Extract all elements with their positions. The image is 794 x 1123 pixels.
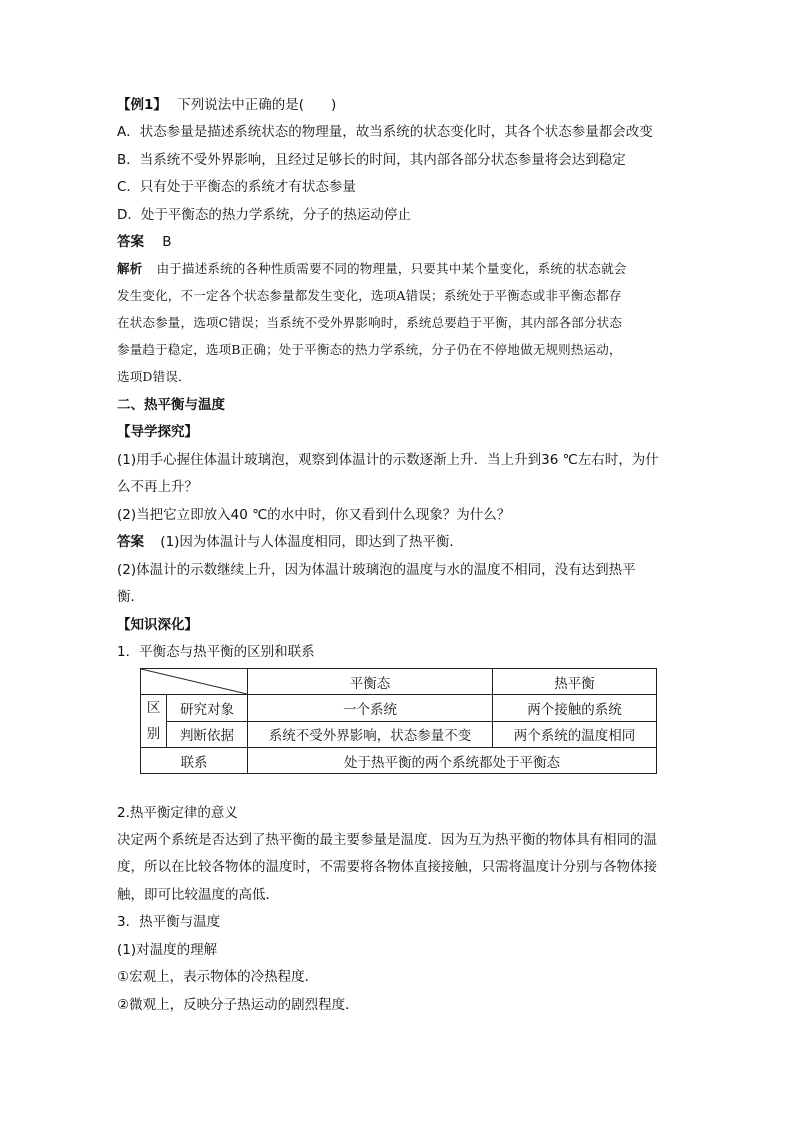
diagonal-line	[141, 669, 247, 694]
option-b: B．当系统不受外界影响，且经过足够长的时间，其内部各部分状态参量将会达到稳定	[117, 152, 626, 168]
inquiry-line-2: 么不再上升？	[117, 479, 198, 495]
option-c: C．只有处于平衡态的系统才有状态参量	[117, 179, 356, 195]
inquiry-answer-label: 答案	[117, 534, 144, 550]
table-corner-cell	[141, 669, 248, 695]
table-header-row	[141, 669, 657, 695]
row-label-link: 联系	[141, 748, 248, 774]
row-label-criterion: 判断依据	[167, 721, 248, 748]
point-2-title: 2.热平衡定律的意义	[117, 805, 238, 821]
solution-label: 解析	[117, 261, 143, 276]
table-row	[141, 721, 657, 748]
solution-line-3: 在状态参量，选项C错误；当系统不受外界影响时，系统总要趋于平衡，其内部各部分状态	[117, 315, 623, 330]
solution-line-5: 选项D错误．	[117, 369, 191, 384]
inquiry-answer-text-1: (1)因为体温计与人体温度相同，即达到了热平衡．	[160, 534, 463, 550]
cell-link-value: 处于热平衡的两个系统都处于平衡态	[248, 748, 657, 774]
example-tag: 【例1】	[117, 97, 167, 113]
section-heading: 二、热平衡与温度	[117, 397, 225, 413]
solution-line-2: 发生变化，不一定各个状态参量都发生变化，选项A错误；系统处于平衡态或非平衡态都存	[117, 288, 622, 303]
point-3-item-1: ①宏观上，表示物体的冷热程度．	[117, 969, 319, 985]
cell-object-equilibrium: 一个系统	[248, 695, 493, 722]
group-char-2: 别	[146, 726, 161, 742]
row-label-object: 研究对象	[167, 695, 248, 722]
inquiry-answer-line-2: (2)体温计的示数继续上升，因为体温计玻璃泡的温度与水的温度不相同，没有达到热平	[117, 562, 636, 578]
option-d: D．处于平衡态的热力学系统，分子的热运动停止	[117, 207, 411, 223]
col-header-thermal: 热平衡	[493, 669, 657, 695]
group-char-1: 区	[146, 700, 161, 716]
inquiry-title: 【导学探究】	[117, 424, 198, 440]
point-2-line-2: 度，所以在比较各物体的温度时，不需要将各物体直接接触，只需将温度计分别与各物体接	[117, 859, 657, 875]
cell-criterion-equilibrium: 系统不受外界影响，状态参量不变	[248, 721, 493, 748]
inquiry-line-3: (2)当把它立即放入40 ℃的水中时，你又看到什么现象？为什么？	[117, 507, 511, 523]
cell-object-thermal: 两个接触的系统	[493, 695, 657, 722]
deepen-title: 【知识深化】	[117, 617, 198, 633]
solution-line-1	[117, 260, 627, 278]
col-header-equilibrium: 平衡态	[248, 669, 493, 695]
cell-criterion-thermal: 两个系统的温度相同	[493, 721, 657, 748]
inquiry-line-1: (1)用手心握住体温计玻璃泡，观察到体温计的示数逐渐上升．当上升到36 ℃左右时，为什	[117, 452, 659, 468]
inquiry-answer-line-3: 衡．	[117, 589, 144, 605]
example-title-line	[117, 96, 336, 114]
point-3-item-2: ②微观上，反映分子热运动的剧烈程度．	[117, 997, 359, 1013]
table-row	[141, 748, 657, 774]
point-2-line-1: 决定两个系统是否达到了热平衡的最主要参量是温度．因为互为热平衡的物体具有相同的温	[117, 832, 657, 848]
comparison-table	[140, 668, 657, 774]
point-1-title: 1．平衡态与热平衡的区别和联系	[117, 644, 315, 660]
point-3-title: 3．热平衡与温度	[117, 914, 221, 930]
inquiry-answer-line-1	[117, 533, 463, 551]
solution-text-1: 由于描述系统的各种性质需要不同的物理量，只要其中某个量变化，系统的状态就会	[156, 261, 627, 276]
answer-label: 答案	[117, 234, 144, 250]
point-2-line-3: 触，即可比较温度的高低．	[117, 887, 279, 903]
example-question: 下列说法中正确的是( )	[177, 97, 337, 113]
point-3-sub: (1)对温度的理解	[117, 942, 218, 958]
answer-value: B	[162, 234, 172, 250]
answer-line	[117, 233, 172, 251]
solution-line-4: 参量趋于稳定，选项B正确；处于平衡态的热力学系统，分子仍在不停地做无规则热运动，	[117, 342, 622, 357]
option-a: A．状态参量是描述系统状态的物理量，故当系统的状态变化时，其各个状态参量都会改变	[117, 124, 653, 140]
table-row	[141, 695, 657, 722]
difference-group-cell	[141, 695, 167, 748]
